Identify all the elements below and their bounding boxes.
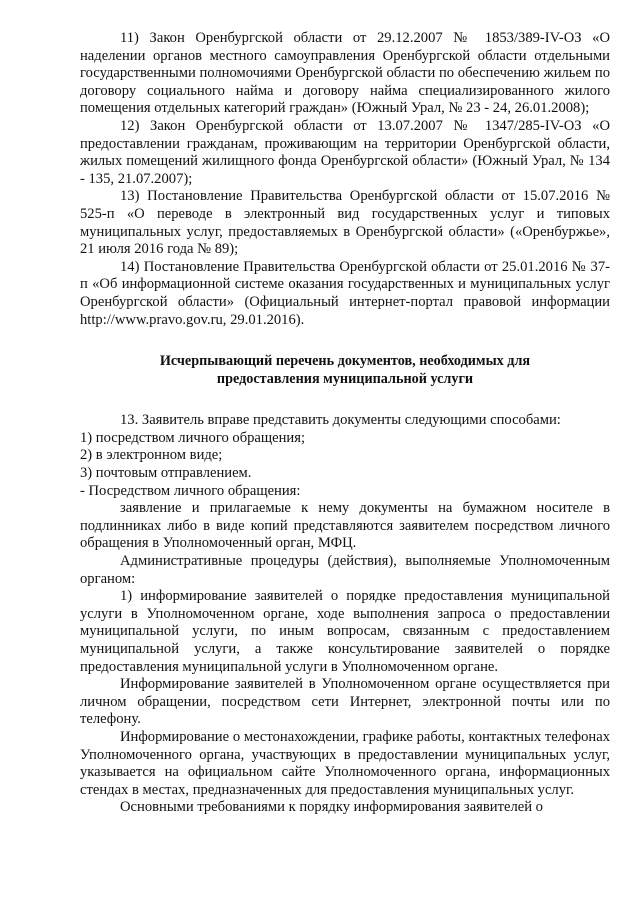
section-heading-line-2: предоставления муниципальной услуги (216, 370, 474, 387)
list-item-personal: 1) посредством личного обращения; (80, 429, 306, 446)
paragraph-location-info: Информирование о местонахождении, графике работы, контактных телефонах Уполномоченного органа, участвующих в предоставлении муниципальных услуг, указывается на официальном сайте Уполномоченного органа, информационных стендах в местах, предназначенных для предоставления муниципальных услуг. (80, 728, 610, 798)
section-heading (80, 353, 610, 388)
paragraph-application: заявление и прилагаемые к нему документы на бумажном носителе в подлинниках либо в виде копий представляются заявителем посредством личного обращения в Уполномоченный орган, МФЦ. (80, 500, 610, 552)
paragraph-item-11: 11) Закон Оренбургской области от 29.12.2007 № 1853/389-IV-ОЗ «О наделении органов местного самоуправления Оренбургской области отдельными государственными полномочиями Оренбургской области по обеспечению жильем по договору социального найма и договору найма специализированного жилого помещения отдельных категорий граждан» (Южный Урал, № 23 - 24, 26.01.2008); (80, 30, 610, 117)
paragraph-item-14: 14) Постановление Правительства Оренбургской области от 25.01.2016 № 37-п «Об информационной системе оказания государственных и муниципальных услуг Оренбургской области» (Официальный интернет-портал правовой информации http://www.pravo.gov.ru, 29.01.2016). (80, 258, 610, 328)
list-item-electronic: 2) в электронном виде; (80, 447, 223, 464)
list-item-postal: 3) почтовым отправлением. (80, 465, 252, 482)
spacer (80, 388, 610, 412)
paragraph-informing-channels: Информирование заявителей в Уполномоченном органе осуществляется при личном обращении, посредством сети Интернет, электронной почты или по телефону. (80, 676, 610, 728)
paragraph-item-13: 13) Постановление Правительства Оренбургской области от 15.07.2016 № 525-п «О переводе в электронный вид государственных услуг и типовых муниципальных услуг, предоставляемых в Оренбургской области» («Оренбуржье», 21 июля 2016 года № 89); (80, 188, 610, 258)
paragraph-informing: 1) информирование заявителей о порядке предоставления муниципальной услуги в Уполномоченном органе, ходе выполнения запроса о предоставлении муниципальной услуги, по иным вопросам, связанным с предоставлением муниципальной услуги, а также консультирование заявителей о порядке предоставления муниципальной услуги в Уполномоченном органе. (80, 588, 610, 675)
section-heading-line-1: Исчерпывающий перечень документов, необходимых для (159, 353, 531, 370)
paragraph-admin-procedures: Административные процедуры (действия), выполняемые Уполномоченным органом: (80, 553, 610, 587)
paragraph-clause-13: 13. Заявитель вправе представить документы следующими способами: (120, 412, 561, 429)
list-item-personal-heading: - Посредством личного обращения: (80, 482, 301, 499)
document-page (80, 30, 610, 817)
spacer (80, 329, 610, 353)
paragraph-item-12: 12) Закон Оренбургской области от 13.07.2007 № 1347/285-IV-ОЗ «О предоставлении гражданам, проживающим на территории Оренбургской области, жилых помещений жилищного фонда Оренбургской области» (Южный Урал, № 134 - 135, 21.07.2007); (80, 117, 610, 187)
paragraph-requirements: Основными требованиями к порядку информирования заявителей о (120, 799, 543, 816)
